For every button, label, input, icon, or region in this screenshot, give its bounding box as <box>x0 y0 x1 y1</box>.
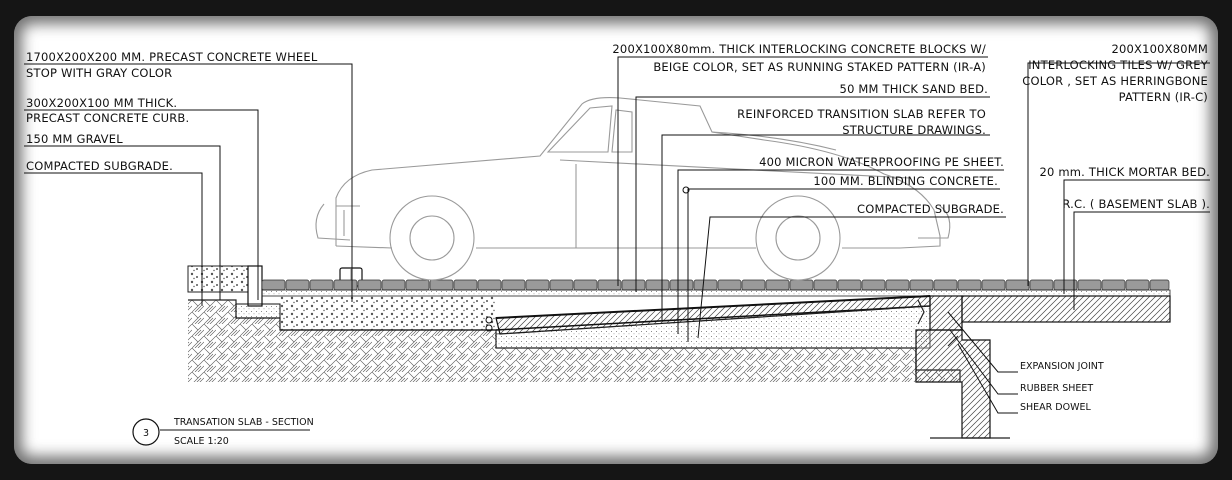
label-waterproofing: 400 MICRON WATERPROOFING PE SHEET. <box>759 155 1004 169</box>
section-title: TRANSATION SLAB - SECTION <box>174 417 314 428</box>
drawing-sheet <box>14 16 1218 464</box>
paver-block <box>550 280 573 290</box>
paver-block <box>574 280 597 290</box>
label-curb-2: PRECAST CONCRETE CURB. <box>26 111 190 125</box>
label-basement: R.C. ( BASEMENT SLAB ). <box>1062 197 1210 211</box>
paver-block <box>286 280 309 290</box>
paver-block <box>1006 280 1029 290</box>
paver-block <box>982 280 1005 290</box>
paver-block <box>766 280 789 290</box>
label-transition-2: STRUCTURE DRAWINGS. <box>842 123 986 137</box>
label-gravel: 150 MM GRAVEL <box>26 132 123 146</box>
paver-course <box>262 280 1169 290</box>
paver-block <box>358 280 381 290</box>
label-transition-1: REINFORCED TRANSITION SLAB REFER TO <box>737 107 986 121</box>
label-tiles-1: 200X100X80MM <box>1111 42 1208 56</box>
paver-block <box>454 280 477 290</box>
label-blocks-2: BEIGE COLOR, SET AS RUNNING STAKED PATTERN (IR-A) <box>653 60 986 74</box>
paver-block <box>1078 280 1101 290</box>
paver-block <box>622 280 645 290</box>
label-sand-bed: 50 MM THICK SAND BED. <box>839 82 988 96</box>
paver-block <box>502 280 525 290</box>
label-wheel-stop-2: STOP WITH GRAY COLOR <box>26 66 173 80</box>
paver-block <box>526 280 549 290</box>
paver-block <box>334 280 357 290</box>
label-blinding: 100 MM. BLINDING CONCRETE. <box>813 174 998 188</box>
label-tiles-2: INTERLOCKING TILES W/ GREY <box>1028 58 1208 72</box>
label-subgrade-center: COMPACTED SUBGRADE. <box>857 202 1004 216</box>
paver-block <box>814 280 837 290</box>
paver-block <box>310 280 333 290</box>
paver-block <box>718 280 741 290</box>
paver-block <box>430 280 453 290</box>
label-mortar: 20 mm. THICK MORTAR BED. <box>1039 165 1210 179</box>
section-number: 3 <box>142 428 150 439</box>
label-shear-dowel: SHEAR DOWEL <box>1020 402 1091 413</box>
paver-block <box>406 280 429 290</box>
paver-block <box>382 280 405 290</box>
title-block <box>133 417 314 447</box>
paver-block <box>1126 280 1149 290</box>
label-blocks-1: 200X100X80mm. THICK INTERLOCKING CONCRETE BLOCKS W/ <box>612 42 986 56</box>
label-curb-1: 300X200X100 MM THICK. <box>26 96 178 110</box>
paver-block <box>1150 280 1169 290</box>
label-rubber-sheet: RUBBER SHEET <box>1020 383 1094 394</box>
section-drawing <box>14 16 1218 464</box>
paver-block <box>910 280 933 290</box>
paver-block <box>670 280 693 290</box>
paver-block <box>1030 280 1053 290</box>
label-subgrade-left: COMPACTED SUBGRADE. <box>26 159 173 173</box>
sand-bed <box>262 290 1170 296</box>
label-wheel-stop-1: 1700X200X200 MM. PRECAST CONCRETE WHEEL <box>26 50 318 64</box>
label-expansion-joint: EXPANSION JOINT <box>1020 361 1104 372</box>
paver-block <box>790 280 813 290</box>
paver-block <box>862 280 885 290</box>
paver-block <box>1102 280 1125 290</box>
paver-block <box>742 280 765 290</box>
paver-block <box>886 280 909 290</box>
paver-block <box>694 280 717 290</box>
paver-block <box>478 280 501 290</box>
paver-block <box>934 280 957 290</box>
paver-block <box>262 280 285 290</box>
label-tiles-3: COLOR , SET AS HERRINGBONE <box>1022 74 1208 88</box>
section-scale: SCALE 1:20 <box>174 436 229 447</box>
paver-block <box>838 280 861 290</box>
paver-block <box>958 280 981 290</box>
paver-block <box>646 280 669 290</box>
label-tiles-4: PATTERN (IR-C) <box>1118 90 1208 104</box>
